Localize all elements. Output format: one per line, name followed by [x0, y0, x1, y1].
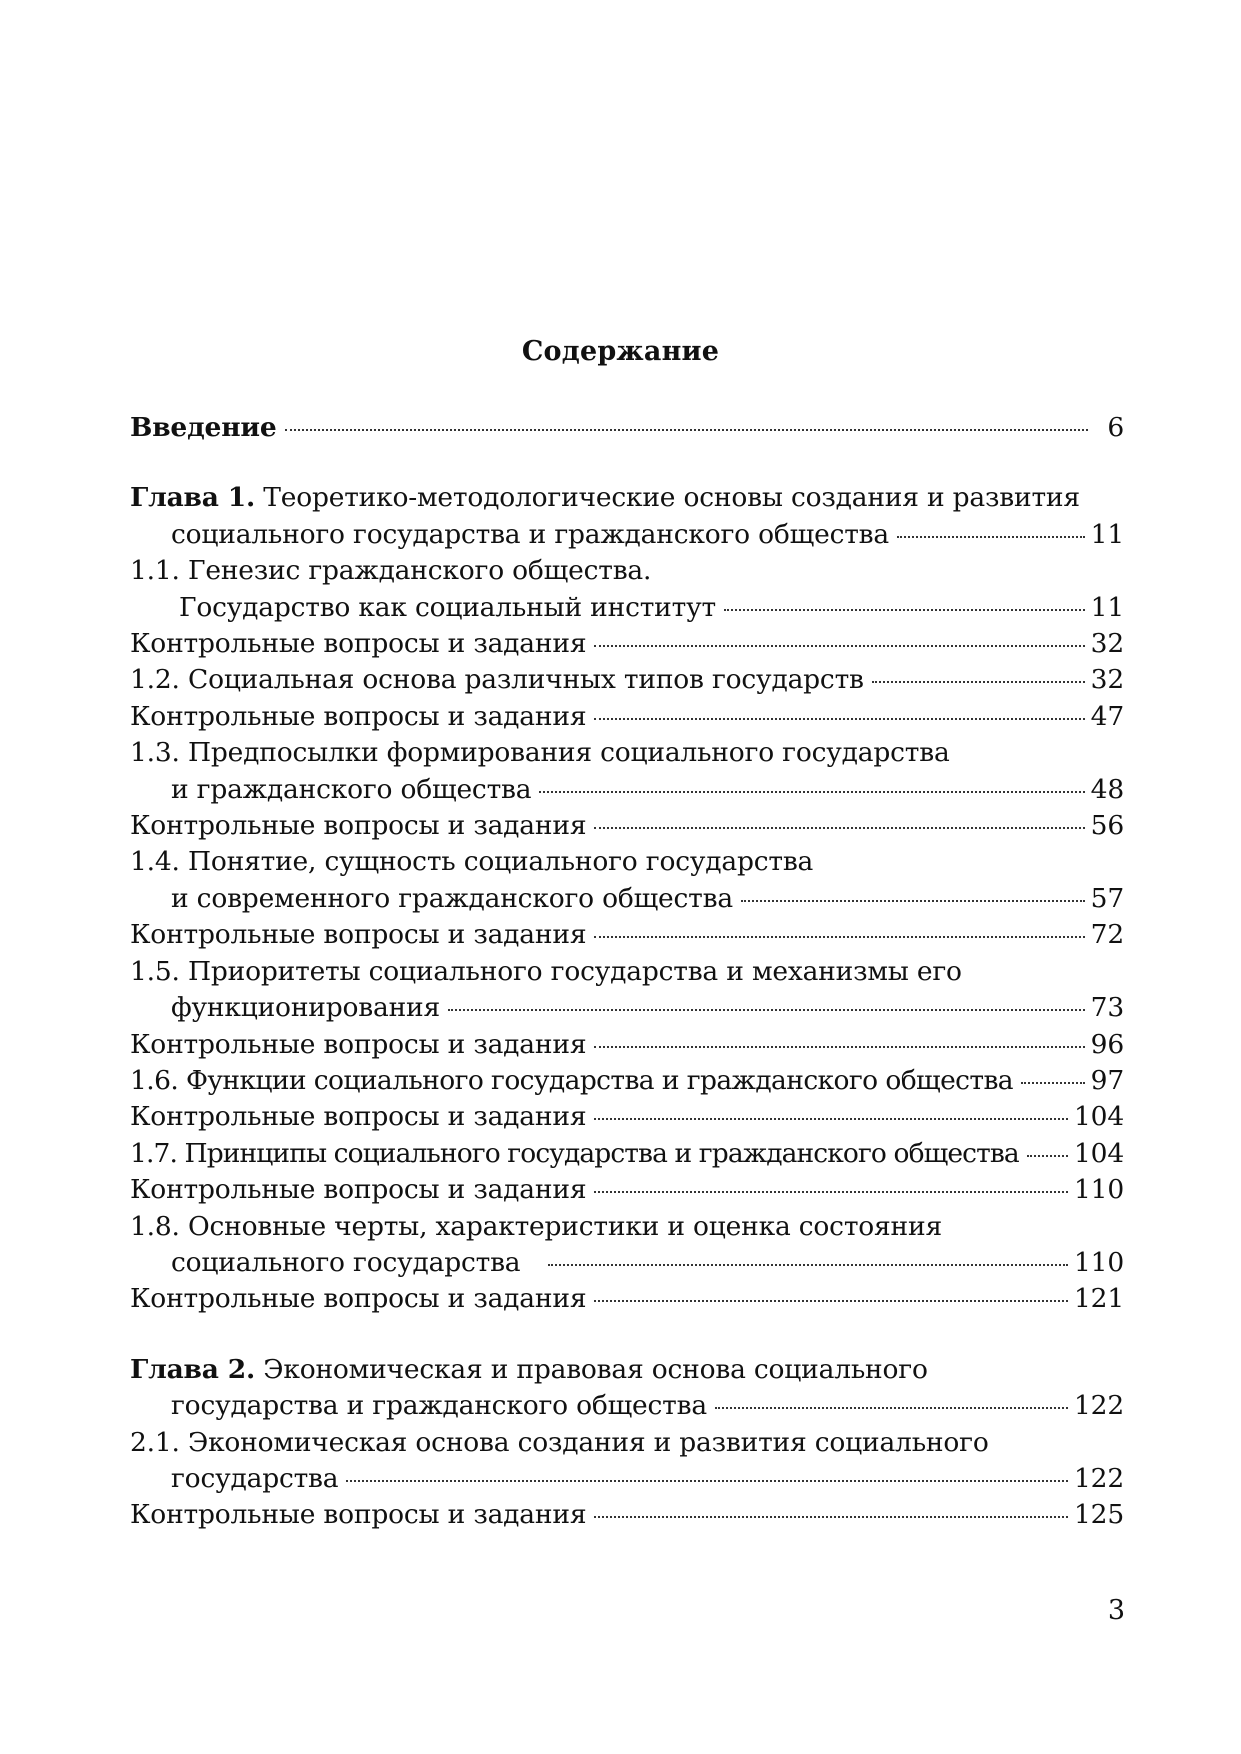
toc-entry-section-1-1[interactable] [130, 553, 1124, 626]
dot-leader [594, 1514, 1068, 1518]
toc-page-number: 56 [1090, 810, 1124, 842]
dot-leader [897, 534, 1085, 538]
toc-page-number: 104 [1074, 1101, 1124, 1133]
dot-leader [724, 607, 1085, 611]
toc-page-number: 11 [1090, 591, 1124, 623]
dot-leader [539, 789, 1084, 793]
toc-page-number: 73 [1090, 992, 1124, 1024]
section-title-line-2: и гражданского общества [171, 773, 532, 805]
toc-page-number: 47 [1090, 700, 1124, 732]
toc-entry-section-1-6[interactable] [130, 1063, 1124, 1099]
dot-leader [1021, 1080, 1085, 1084]
section-title-line-1: 1.3. Предпосылки формирования социального государства [130, 737, 950, 769]
toc-entry-section-1-4[interactable] [130, 844, 1124, 917]
dot-leader [872, 679, 1085, 683]
toc-entry-label: Контрольные вопросы и задания [130, 1499, 587, 1531]
toc-entry-chapter-1[interactable] [130, 480, 1124, 553]
dot-leader [715, 1405, 1068, 1409]
toc-page-number: 122 [1074, 1390, 1124, 1422]
toc-entry-label: Контрольные вопросы и задания [130, 810, 587, 842]
section-title-line-1: 1.5. Приоритеты социального государства и механизмы его [130, 955, 962, 987]
toc-entry-questions-2-1[interactable] [130, 1497, 1124, 1533]
dot-leader [1027, 1153, 1068, 1157]
section-title-line-1: 1.4. Понятие, сущность социального государства [130, 846, 814, 878]
section-title-line-2: функционирования [171, 992, 441, 1024]
dot-leader [594, 1189, 1068, 1193]
chapter-title-line-1: Теоретико-методологические основы создания и развития [263, 482, 1080, 514]
dot-leader [346, 1478, 1068, 1482]
chapter-title-line-2: социального государства и гражданского общества [171, 518, 889, 550]
toc-entry-label: Введение [130, 412, 277, 443]
dot-leader [594, 1298, 1068, 1302]
toc-entry-chapter-2[interactable] [130, 1352, 1124, 1425]
toc-entry-questions-1-6[interactable] [130, 1099, 1124, 1135]
dot-leader [594, 1116, 1068, 1120]
toc-entry-label: Контрольные вопросы и задания [130, 1174, 587, 1206]
toc-page-number: 11 [1090, 518, 1124, 550]
toc-page-number: 48 [1090, 773, 1124, 805]
toc-page-number: 125 [1074, 1499, 1124, 1531]
section-title-line-2: и современного гражданского общества [171, 882, 733, 914]
toc-page-number: 97 [1090, 1064, 1124, 1096]
chapter-label: Глава 1. [130, 482, 256, 514]
toc-entry-section-1-5[interactable] [130, 954, 1124, 1027]
section-title-line-2: государства [171, 1462, 339, 1494]
toc-page-number: 122 [1074, 1462, 1124, 1494]
toc-entry-label: Контрольные вопросы и задания [130, 919, 587, 951]
toc-page-number: 72 [1090, 919, 1124, 951]
section-title-line-1: 1.8. Основные черты, характеристики и оценка состояния [130, 1210, 942, 1242]
toc-entry-label: Контрольные вопросы и задания [130, 1028, 587, 1060]
page-number: 3 [1107, 1595, 1125, 1626]
toc-entry-questions-1-3[interactable] [130, 808, 1124, 844]
toc-page-number: 110 [1074, 1246, 1124, 1278]
toc-entry-section-1-3[interactable] [130, 735, 1124, 808]
dot-leader [741, 898, 1085, 902]
chapter-title-line-1: Экономическая и правовая основа социального [263, 1353, 928, 1385]
toc-entry-section-1-2[interactable] [130, 662, 1124, 698]
toc-entry-questions-1-5[interactable] [130, 1027, 1124, 1063]
toc-page-number: 32 [1090, 628, 1124, 660]
toc-entry-section-1-8[interactable] [130, 1209, 1124, 1282]
table-of-contents [130, 410, 1124, 1534]
toc-entry-label: Контрольные вопросы и задания [130, 1101, 587, 1133]
toc-entry-label: Контрольные вопросы и задания [130, 700, 587, 732]
dot-leader [285, 427, 1088, 431]
toc-page-number: 110 [1074, 1174, 1124, 1206]
toc-entry-questions-1-4[interactable] [130, 917, 1124, 953]
toc-entry-questions-1-7[interactable] [130, 1172, 1124, 1208]
section-title-line-1: 1.1. Генезис гражданского общества. [130, 555, 652, 587]
dot-leader [594, 825, 1084, 829]
toc-entry-questions-1-1[interactable] [130, 626, 1124, 662]
toc-page-number: 121 [1074, 1283, 1124, 1315]
dot-leader [594, 1044, 1084, 1048]
dot-leader [594, 643, 1084, 647]
page-title: Содержание [521, 336, 720, 367]
toc-entry-label: Контрольные вопросы и задания [130, 628, 587, 660]
toc-entry-label: 1.7. Принципы социального государства и гражданского общества [130, 1137, 1019, 1169]
section-title-line-2: Государство как социальный институт [179, 591, 716, 623]
dot-leader [448, 1007, 1085, 1011]
section-title-line-2: социального государства [171, 1246, 521, 1278]
toc-entry-label: 1.6. Функции социального государства и гражданского общества [130, 1064, 1013, 1096]
toc-page-number: 32 [1090, 664, 1124, 696]
toc-page-number: 104 [1074, 1137, 1124, 1169]
toc-page-number: 96 [1090, 1028, 1124, 1060]
dot-leader [594, 934, 1084, 938]
dot-leader [594, 716, 1084, 720]
toc-entry-introduction[interactable] [130, 410, 1124, 446]
toc-page-number: 57 [1090, 882, 1124, 914]
toc-entry-label: Контрольные вопросы и задания [130, 1283, 587, 1315]
toc-entry-questions-1-8[interactable] [130, 1281, 1124, 1317]
chapter-title-line-2: государства и гражданского общества [171, 1390, 707, 1422]
toc-entry-section-1-7[interactable] [130, 1136, 1124, 1172]
toc-entry-section-2-1[interactable] [130, 1425, 1124, 1498]
chapter-label: Глава 2. [130, 1353, 256, 1385]
toc-entry-label: 1.2. Социальная основа различных типов государств [130, 664, 864, 696]
dot-leader [548, 1262, 1068, 1266]
toc-page-number: 6 [1107, 412, 1124, 443]
toc-entry-questions-1-2[interactable] [130, 699, 1124, 735]
section-title-line-1: 2.1. Экономическая основа создания и развития социального [130, 1426, 989, 1458]
